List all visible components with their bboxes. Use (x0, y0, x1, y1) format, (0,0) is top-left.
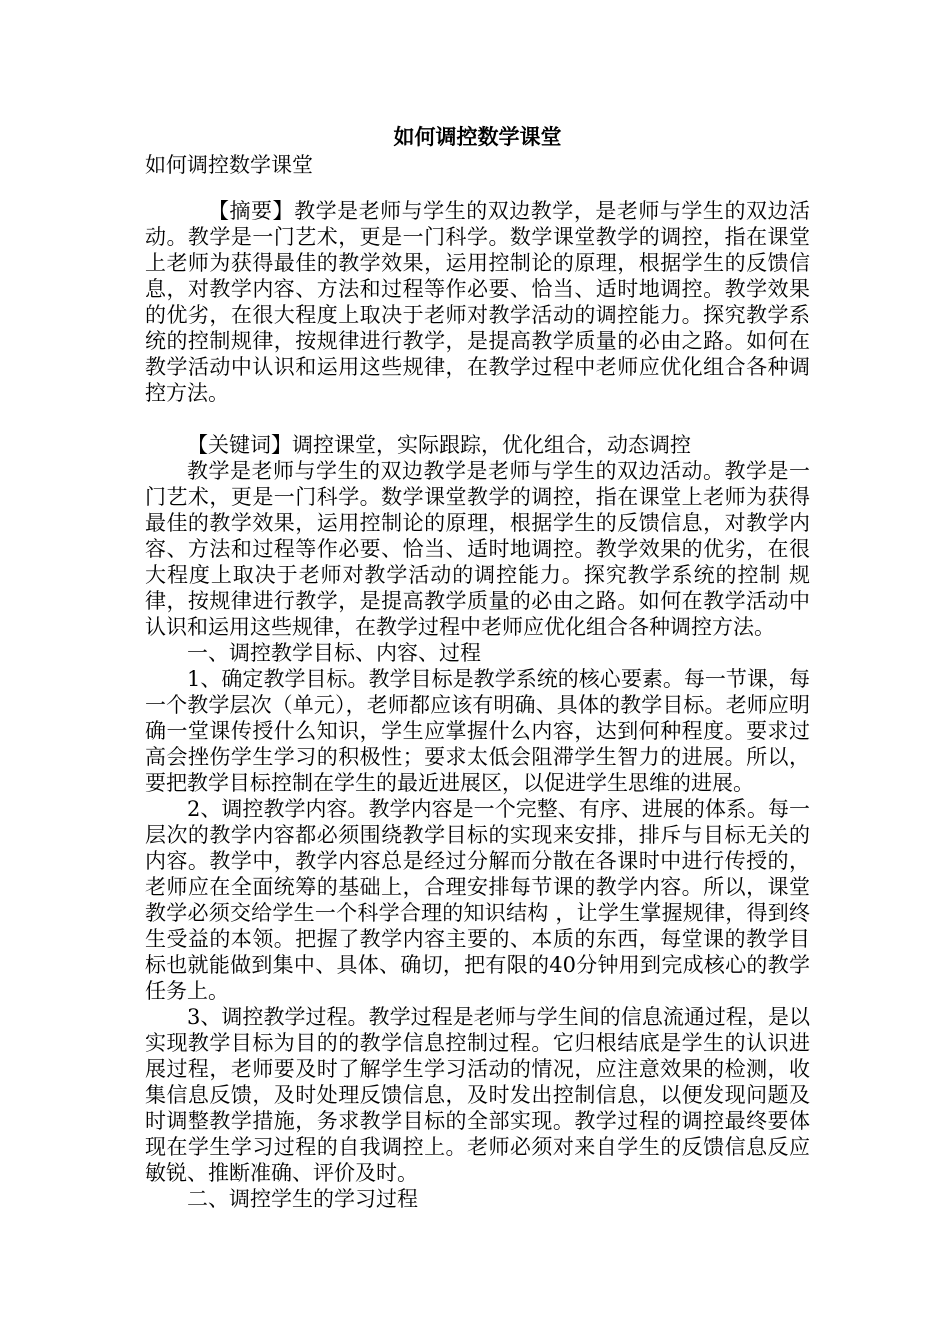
document-title: 如何调控数学课堂 (393, 124, 562, 149)
section-heading-1: 一、调控教学目标、内容、过程 (187, 641, 481, 665)
intro-paragraph: 教学是老师与学生的双边教学是老师与学生的双边活动。教学是一门艺术，更是一门科学。数学课堂教学的调控，指在课堂上老师为获得最佳的教学效果，运用控制论的原理，根据学生的反馈信息，对教学内容、方法和过程等作必要、恰当、适时地调控。教学效果的优劣，在很大程度上取决于老师对教学活动的调控能力。探究教学系统的控制 规律，按规律进行教学，是提高教学质量的必由之路。如何在教学活动中认识和运用这些规律，在教学过程中老师应优化组合各种调控方法。 (145, 459, 810, 639)
abstract-paragraph: 【摘要】教学是老师与学生的双边教学，是老师与学生的双边活动。教学是一门艺术，更是一门科学。数学课堂教学的调控，指在课堂上老师为获得最佳的教学效果，运用控制论的原理，根据学生的反馈信息，对教学内容、方法和过程等作必要、恰当、适时地调控。教学效果的优劣，在很大程度上取决于老师对教学活动的调控能力。探究教学系统的控制规律，按规律进行教学，是提高教学质量的必由之路。如何在教学活动中认识和运用这些规律，在教学过程中老师应优化组合各种调控方法。 (145, 199, 810, 405)
paragraph-point-3: 3、调控教学过程。教学过程是老师与学生间的信息流通过程，是以实现教学目标为目的的教学信息控制过程。它归根结底是学生的认识进展过程，老师要及时了解学生学习活动的情况，应注意效果的检测，收集信息反馈，及时处理反馈信息，及时发出控制信息，以便发现问题及时调整教学措施，务求教学目标的全部实现。教学过程的调控最终要体现在学生学习过程的自我调控上。老师必须对来自学生的反馈信息反应敏锐、推断准确、评价及时。 (145, 1005, 810, 1185)
paragraph-point-2: 2、调控教学内容。教学内容是一个完整、有序、进展的体系。每一层次的教学内容都必须围绕教学目标的实现来安排，排斥与目标无关的内容。教学中，教学内容总是经过分解而分散在各课时中进行传授的，老师应在全面统筹的基础上，合理安排每节课的教学内容。所以，课堂教学必须交给学生一个科学合理的知识结构 ，让学生掌握规律，得到终生受益的本领。把握了教学内容主要的、本质的东西，每堂课的教学目标也就能做到集中、具体、确切，把有限的40分钟用到完成核心的教学任务上。 (145, 797, 810, 1003)
paragraph-point-1: 1、确定教学目标。教学目标是教学系统的核心要素。每一节课，每一个教学层次（单元），老师都应该有明确、具体的教学目标。老师应明确一堂课传授什么知识，学生应掌握什么内容，达到何种程度。要求过高会挫伤学生学习的积极性；要求太低会阻滞学生智力的进展。所以，要把教学目标控制在学生的最近进展区，以促进学生思维的进展。 (145, 667, 810, 795)
section-heading-2: 二、调控学生的学习过程 (187, 1187, 418, 1211)
document-page (145, 124, 810, 1212)
keywords-line: 【关键词】调控课堂，实际跟踪，优化组合，动态调控 (187, 433, 691, 457)
document-subtitle: 如何调控数学课堂 (145, 153, 313, 177)
